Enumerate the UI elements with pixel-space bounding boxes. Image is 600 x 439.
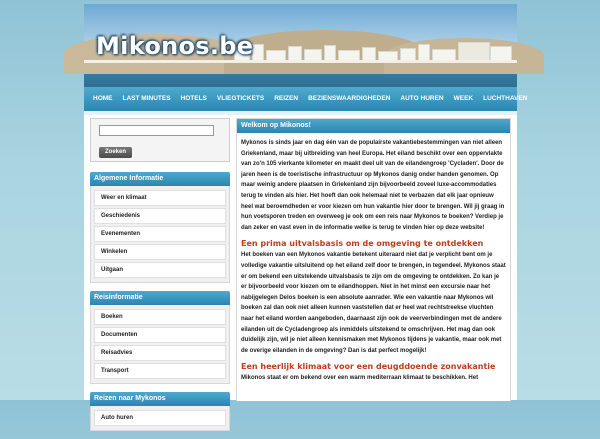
- nav-item-last-minutes[interactable]: LAST MINUTES: [122, 95, 171, 102]
- nav-item-vliegtickets[interactable]: VLIEGTICKETS: [216, 95, 265, 102]
- nav-item-bezienswaardigheden[interactable]: BEZIENSWAARDIGHEDEN: [308, 95, 391, 102]
- nav-divider: [84, 111, 517, 115]
- search-box: [90, 118, 230, 162]
- sidebar-item-winkelen[interactable]: Winkelen: [94, 244, 226, 260]
- sidebar-block-reisinformatie: [90, 291, 230, 384]
- nav-item-reizen[interactable]: REIZEN: [274, 95, 299, 102]
- sidebar-list: [90, 305, 230, 384]
- sidebar-list: [90, 186, 230, 283]
- search-button[interactable]: Zoeken: [99, 147, 132, 158]
- main-nav: [84, 87, 528, 111]
- site-logo[interactable]: Mikonos.be: [96, 32, 254, 60]
- sidebar-item-weer-en-klimaat[interactable]: Weer en klimaat: [94, 190, 226, 206]
- section-heading: Een heerlijk klimaat voor een deugddoende zonvakantie: [241, 362, 496, 372]
- section-paragraph: Het boeken van een Mykonos vakantie betekent uiteraard niet dat je verplicht bent om je volledige vakantie uitsluitend op het eiland zelf door te brengen, in tegendeel. Mykonos staat er om bekend een uitstekende uitvalsbasis te zijn om de omgeving te ontdekken. Zo kan je er bijvoorbeeld voor kiezen om te eilandhoppen. Niet in het minst een excursie naar het nabijgelegen Delos boeken is een absolute aanrader. Wie een vakantie naar Mykonos wil boeken zal dan ook niet alleen kunnen vaststellen dat er heel wat rechtstreekse vluchten naar het eiland worden aangeboden, daarnaast zijn ook de veerverbindingen met de andere eilanden uit de Cycladengroep als inmiddels uitstekend te omschrijven. Het mag dan ook duidelijk zijn, wil je niet alleen kennismaken met Mykonos tijdens je vakantie, maar ook met de overige eilanden in de omgeving? Dan is dat perfect mogelijk!: [241, 252, 506, 354]
- intro-paragraph: Mykonos is sinds jaar en dag één van de populairste vakantiebestemmingen van niet alleen Griekenland, maar bij uitbreiding van heel Europa. Het eiland beschikt over een oppervlakte van zo'n 105 vierkante kilometer en maakt deel uit van de eilandengroep 'Cycladen'. Door de jaren heen is de toeristische infrastructuur op Mykonos danig onder handen genomen. Op maar weinig andere plaatsen in Griekenland zijn bijvoorbeeld zoveel luxe-accommodaties terug te vinden als hier. Het hoeft dan ook helemaal niet te verbazen dat elk jaar opnieuw heel wat beroemdheden er voor kiezen om hun vakantie hier door te brengen. Wil jij graag in hun voetsporen treden en overweeg je ook om een reis naar Mykonos te boeken? Verdiep je dan zeker en vast even in de informatie welke is terug te vinden hier op deze website!: [241, 140, 505, 231]
- sidebar-block-title: Reizen naar Mykonos: [90, 392, 230, 406]
- nav-item-week[interactable]: WEEK: [453, 95, 474, 102]
- section-paragraph: Mikonos staat er om bekend over een warm mediterraan klimaat te beschikken. Het: [241, 375, 479, 382]
- sidebar-item-auto-huren[interactable]: Auto huren: [94, 410, 226, 426]
- sidebar-item-documenten[interactable]: Documenten: [94, 327, 226, 343]
- sidebar-item-transport[interactable]: Transport: [94, 363, 226, 379]
- sidebar-item-uitgaan[interactable]: Uitgaan: [94, 262, 226, 278]
- sidebar-item-reisadvies[interactable]: Reisadvies: [94, 345, 226, 361]
- nav-item-auto-huren[interactable]: AUTO HUREN: [400, 95, 444, 102]
- sidebar-block-reizen-naar-mykonos: [90, 392, 230, 431]
- sidebar-item-boeken[interactable]: Boeken: [94, 309, 226, 325]
- page-container: [84, 4, 528, 421]
- site-header: [84, 4, 517, 87]
- nav-item-luchthaven[interactable]: LUCHTHAVEN: [483, 95, 528, 102]
- content-body: [237, 133, 510, 384]
- main-content: [236, 118, 511, 401]
- section-heading: Een prima uitvalsbasis om de omgeving te ontdekken: [241, 239, 484, 249]
- sidebar-item-evenementen[interactable]: Evenementen: [94, 226, 226, 242]
- sidebar-block-algemene-informatie: [90, 172, 230, 283]
- nav-item-hotels[interactable]: HOTELS: [180, 95, 207, 102]
- sidebar-list: [90, 406, 230, 431]
- sidebar: [90, 118, 230, 439]
- nav-item-home[interactable]: HOME: [93, 95, 113, 102]
- content-title: Welkom op Mikonos!: [237, 119, 510, 133]
- sidebar-item-geschiedenis[interactable]: Geschiedenis: [94, 208, 226, 224]
- sidebar-block-title: Reisinformatie: [90, 291, 230, 305]
- search-input[interactable]: [99, 125, 214, 136]
- sidebar-block-title: Algemene Informatie: [90, 172, 230, 186]
